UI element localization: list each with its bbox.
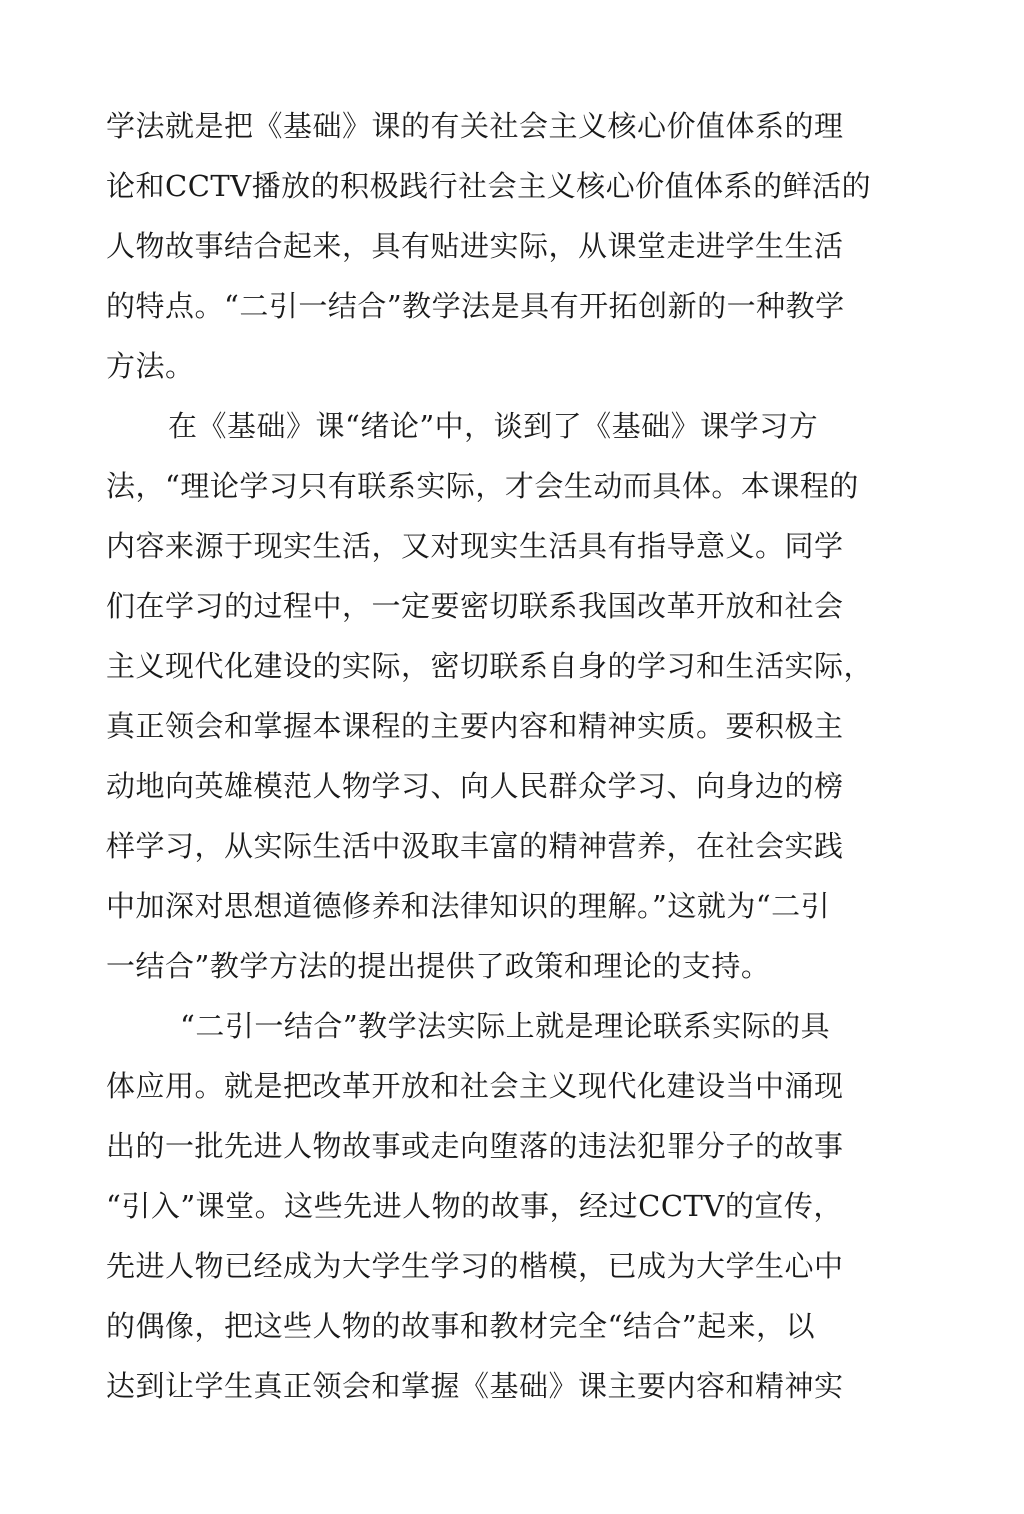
paragraph-1-line-4: 的特点。“二引一结合”教学法是具有开拓创新的一种教学 [106,289,845,323]
paragraph-3-line-3: 出的一批先进人物故事或走向堕落的违法犯罪分子的故事 [106,1129,844,1163]
paragraph-2-line-7: 动地向英雄模范人物学习、向人民群众学习、向身边的榜 [106,769,844,803]
paragraph-1-line-1: 学法就是把《基础》课的有关社会主义核心价值体系的理 [106,109,844,143]
paragraph-3-line-1: “二引一结合”教学法实际上就是理论联系实际的具 [180,1009,831,1043]
paragraph-1-line-2: 论和CCTV播放的积极践行社会主义核心价值体系的鲜活的 [106,169,872,203]
paragraph-3-line-4: “引入”课堂。这些先进人物的故事，经过CCTV的宣传， [106,1189,843,1223]
paragraph-2-line-3: 内容来源于现实生活，又对现实生活具有指导意义。同学 [106,529,844,563]
paragraph-2-line-10: 一结合”教学方法的提出提供了政策和理论的支持。 [106,949,771,983]
paragraph-2-line-6: 真正领会和掌握本课程的主要内容和精神实质。要积极主 [106,709,844,743]
paragraph-2-line-9: 中加深对思想道德修养和法律知识的理解。”这就为“二引 [106,889,831,923]
paragraph-2-line-5: 主义现代化建设的实际，密切联系自身的学习和生活实际， [106,649,874,683]
paragraph-1-line-5: 方法。 [106,349,195,383]
paragraph-2-line-4: 们在学习的过程中，一定要密切联系我国改革开放和社会 [106,589,844,623]
paragraph-3-line-5: 先进人物已经成为大学生学习的楷模，已成为大学生心中 [106,1249,844,1283]
paragraph-1-line-3: 人物故事结合起来，具有贴进实际，从课堂走进学生生活 [106,229,844,263]
paragraph-3-line-7: 达到让学生真正领会和掌握《基础》课主要内容和精神实 [106,1369,844,1403]
paragraph-2-line-8: 样学习，从实际生活中汲取丰富的精神营养，在社会实践 [106,829,844,863]
paragraph-3-line-6: 的偶像，把这些人物的故事和教材完全“结合”起来，以 [106,1309,816,1343]
paragraph-2-line-1: 在《基础》课“绪论”中，谈到了《基础》课学习方 [168,409,819,443]
paragraph-2-line-2: 法，“理论学习只有联系实际，才会生动而具体。本课程的 [106,469,859,503]
paragraph-3-line-2: 体应用。就是把改革开放和社会主义现代化建设当中涌现 [106,1069,844,1103]
